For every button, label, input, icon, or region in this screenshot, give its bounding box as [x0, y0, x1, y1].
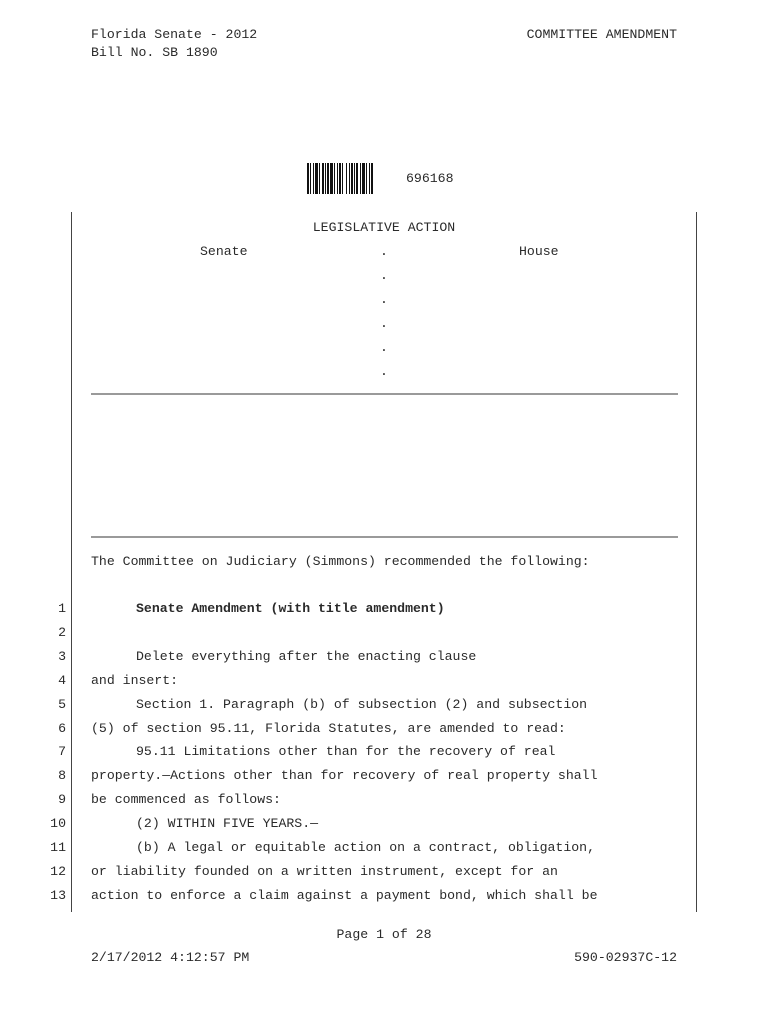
chamber-year: Florida Senate - 2012	[91, 27, 258, 42]
separator-dot: .	[380, 292, 388, 307]
right-margin-rule	[696, 212, 697, 912]
section-divider	[91, 536, 678, 538]
page-number: Page 1 of 28	[336, 927, 432, 942]
line-text: (2) WITHIN FIVE YEARS.—	[136, 816, 319, 832]
line-text: or liability founded on a written instrument, except for an	[91, 863, 558, 879]
separator-dot: .	[380, 316, 388, 331]
line-number: 11	[50, 840, 66, 855]
line-number: 2	[58, 624, 66, 640]
barcode-image	[307, 163, 400, 194]
separator-dot: .	[380, 268, 388, 283]
line-text: 95.11 Limitations other than for the recovery of real	[136, 744, 556, 760]
line-number: 1	[58, 601, 66, 616]
line-number: 13	[50, 887, 66, 903]
line-number: 3	[58, 648, 66, 664]
left-margin-rule	[71, 212, 72, 912]
senate-label: Senate	[200, 244, 248, 259]
line-text: Delete everything after the enacting clause	[136, 648, 477, 664]
document-type: COMMITTEE AMENDMENT	[526, 27, 677, 42]
separator-dot: .	[380, 364, 388, 379]
line-number: 12	[50, 863, 66, 879]
line-number: 7	[58, 744, 66, 760]
separator-dot: .	[380, 244, 388, 259]
timestamp: 2/17/2012 4:12:57 PM	[91, 950, 250, 965]
line-text: (b) A legal or equitable action on a contract, obligation,	[136, 840, 595, 855]
document-code: 590-02937C-12	[574, 950, 677, 965]
line-text: be commenced as follows:	[91, 792, 281, 808]
line-text: and insert:	[91, 672, 179, 688]
house-label: House	[519, 244, 559, 259]
line-text: Section 1. Paragraph (b) of subsection (2) and subsection	[136, 696, 588, 712]
bill-number: Bill No. SB 1890	[91, 45, 218, 60]
separator-dot: .	[380, 340, 388, 355]
line-number: 6	[58, 720, 66, 736]
line-number: 9	[58, 792, 66, 808]
line-text: action to enforce a claim against a payment bond, which shall be	[91, 887, 598, 903]
line-number: 8	[58, 768, 66, 784]
section-divider	[91, 393, 678, 395]
legislative-action-title: LEGISLATIVE ACTION	[312, 220, 456, 235]
line-number: 10	[50, 816, 66, 832]
barcode-number: 696168	[406, 171, 454, 186]
committee-intro: The Committee on Judiciary (Simmons) recommended the following:	[91, 554, 590, 569]
line-number: 5	[58, 696, 66, 712]
line-number: 4	[58, 672, 66, 688]
line-text: property.—Actions other than for recovery of real property shall	[91, 768, 598, 784]
line-text: Senate Amendment (with title amendment)	[136, 601, 445, 616]
line-text: (5) of section 95.11, Florida Statutes, are amended to read:	[91, 720, 566, 736]
